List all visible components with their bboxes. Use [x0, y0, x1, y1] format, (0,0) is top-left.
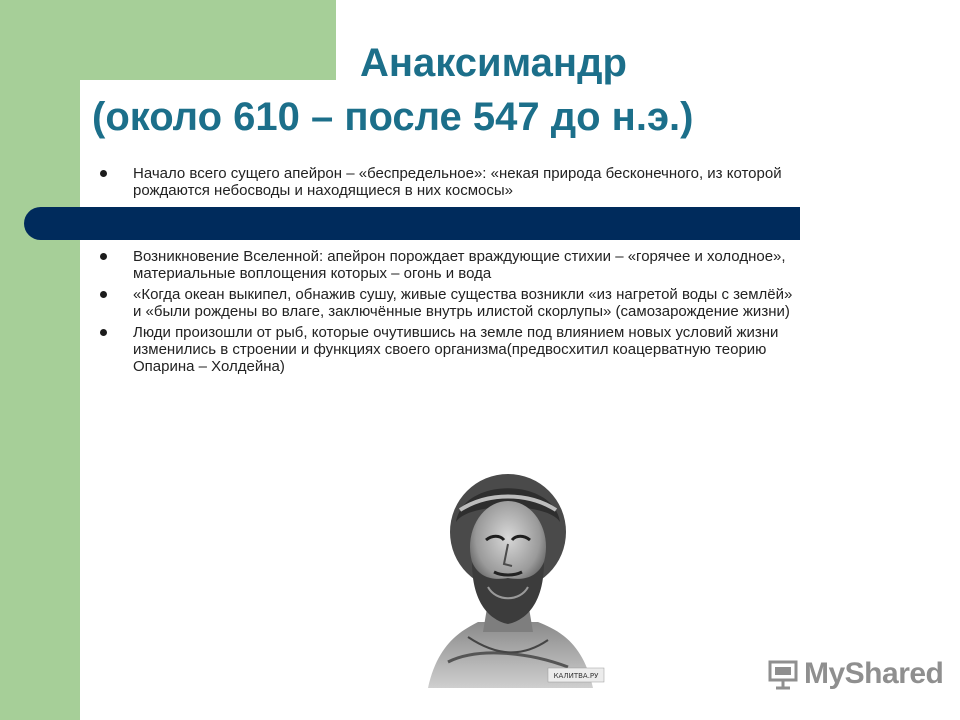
bullet-dot-icon — [100, 253, 107, 260]
bullet-text: «Когда океан выкипел, обнажив сушу, живые существа возникли «из нагретой воды с землёй» и «были рождены во влаге, заключённые внутрь илистой скорлупы» (самозарождение жизни) — [133, 286, 793, 320]
green-side-strip — [0, 0, 80, 720]
watermark-text: MyShared — [804, 657, 944, 690]
portrait-caption: КАЛИТВА.РУ — [553, 672, 599, 680]
bullet-item — [100, 248, 800, 282]
slide-title — [80, 36, 820, 144]
myshared-watermark — [766, 654, 943, 694]
bullet-text: Люди произошли от рыб, которые очутившись на земле под влиянием новых условий жизни изменились в строении и функциях своего организма(предвосхитил коацерватную теорию Опарина – Холдейна) — [133, 324, 779, 375]
bullet-list-top — [100, 165, 800, 203]
bullet-dot-icon — [100, 329, 107, 336]
bullet-dot-icon — [100, 170, 107, 177]
title-dates: (около 610 – после 547 до н.э.) — [92, 95, 694, 139]
anaximander-portrait — [408, 462, 608, 688]
bullet-text: Возникновение Вселенной: апейрон порождает враждующие стихии – «горячее и холодное», материальные воплощения которых – огонь и вода — [133, 248, 786, 282]
bullet-item — [100, 165, 800, 199]
bullet-list-bottom — [100, 248, 800, 379]
portrait-bust-icon — [408, 462, 608, 688]
bullet-item — [100, 324, 800, 375]
presentation-icon — [766, 657, 800, 691]
title-name: Анаксимандр — [360, 41, 627, 85]
decorative-bar — [24, 207, 800, 240]
bullet-dot-icon — [100, 291, 107, 298]
bullet-text: Начало всего сущего апейрон – «беспредельное»: «некая природа бесконечного, из которой рождаются небосводы и находящиеся в них космосы» — [133, 165, 782, 199]
bullet-item — [100, 286, 800, 320]
